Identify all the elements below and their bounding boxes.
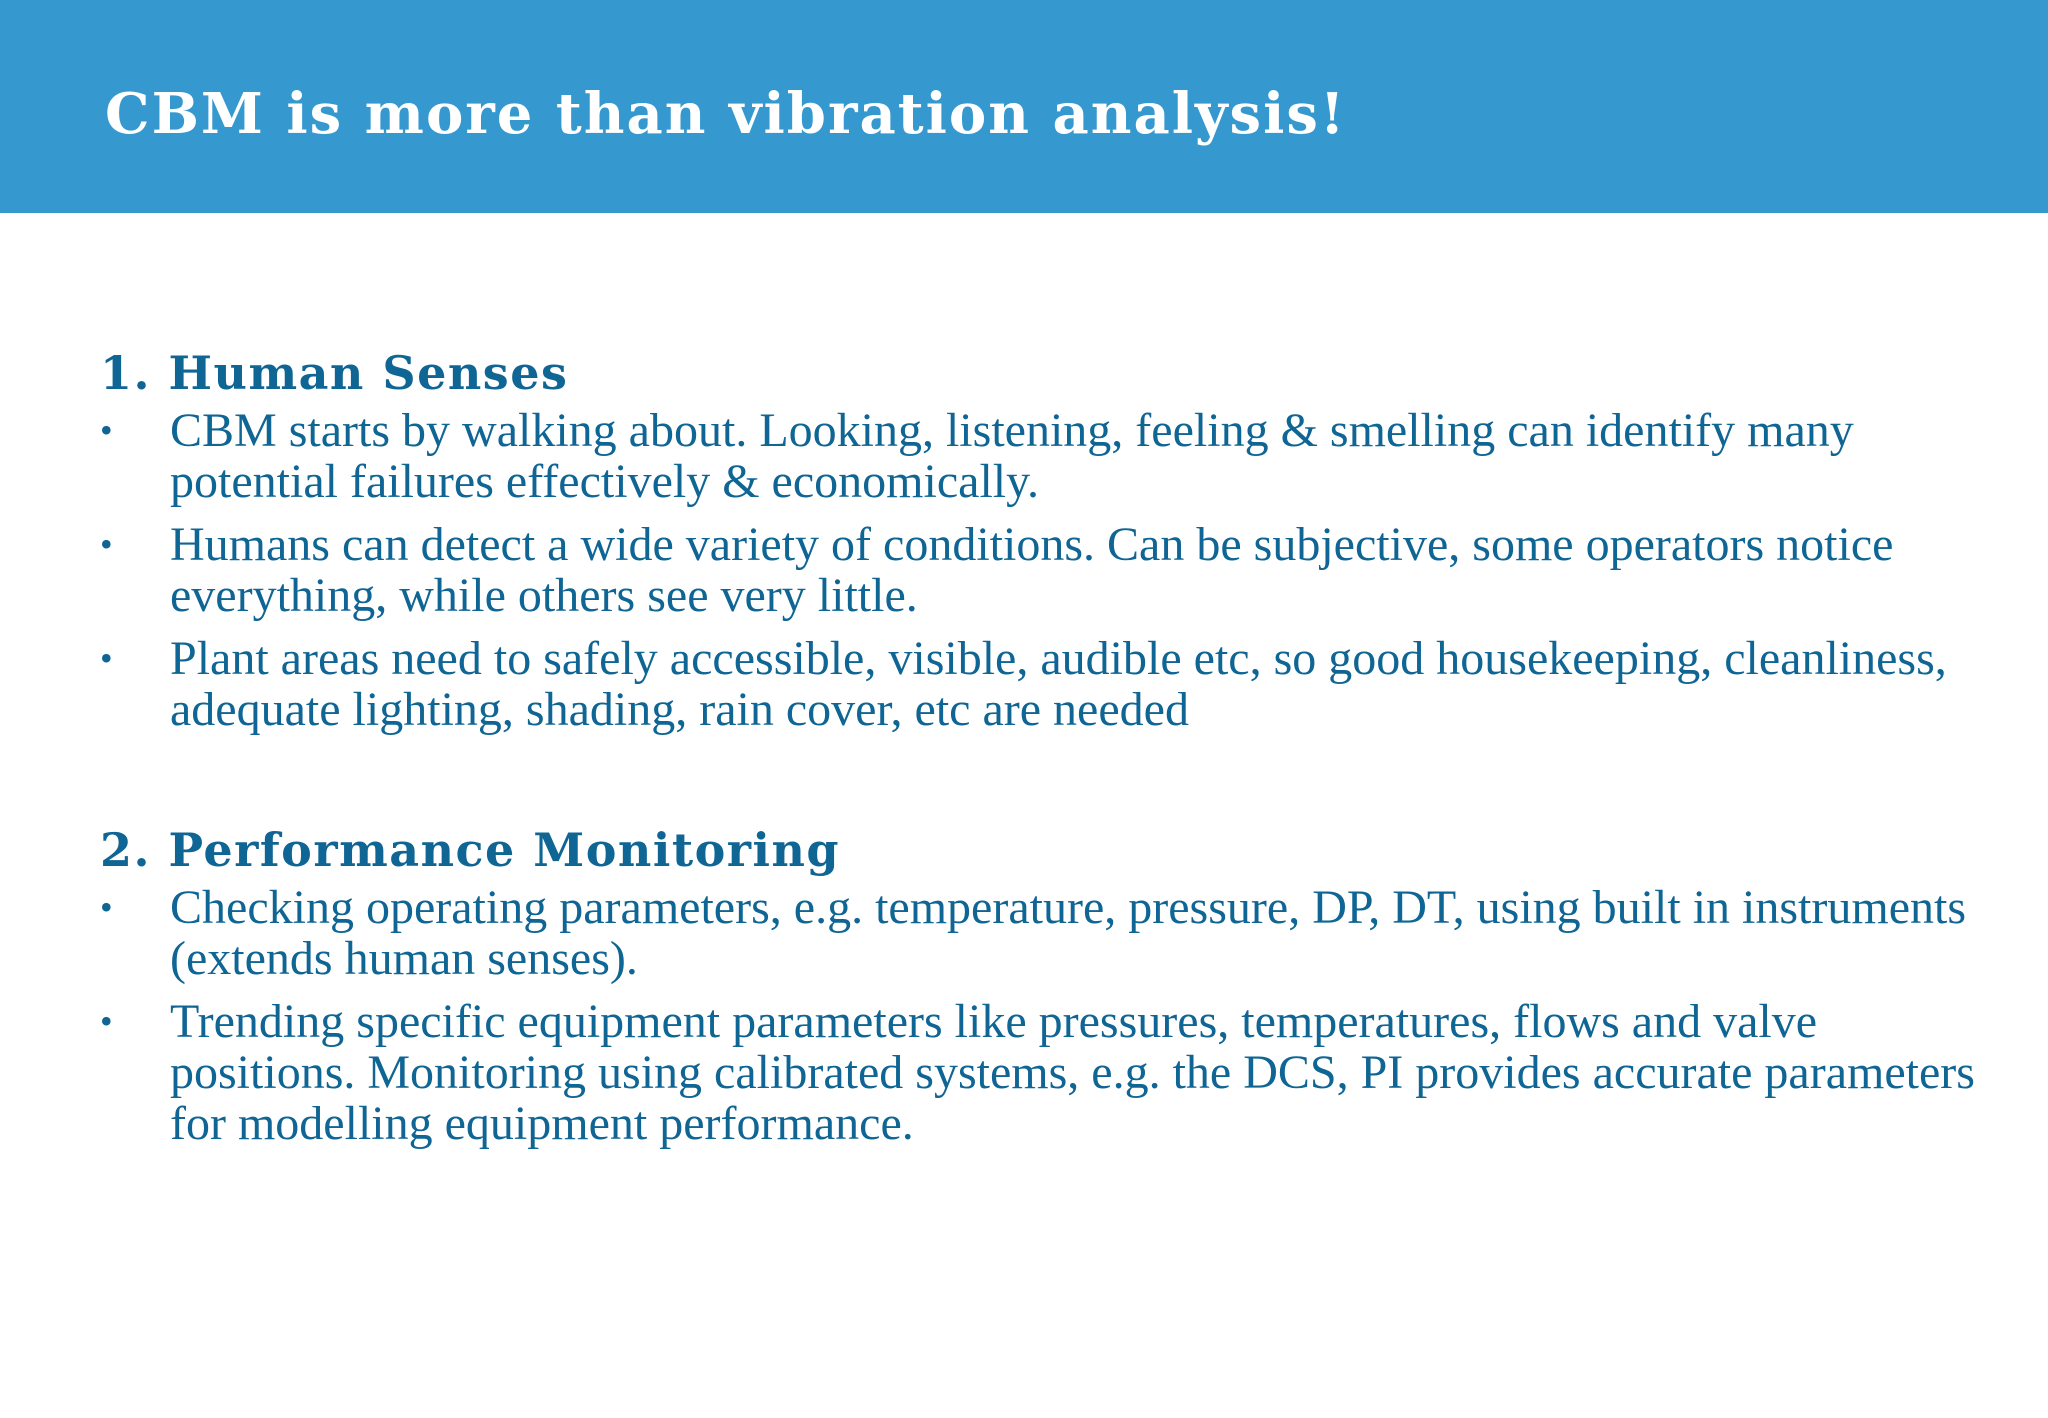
bullet-icon: •	[100, 410, 113, 450]
bullet-text: Trending specific equipment parameters like pressures, temperatures, flows and valve positions. Monitoring using calibrated systems, e.g. the DCS, PI provides accurate parameters for modelling equipment performance.	[170, 995, 1975, 1150]
bullet-item	[100, 882, 1980, 984]
bullet-icon: •	[100, 638, 113, 678]
bullet-item	[100, 633, 1980, 735]
title-banner	[0, 0, 2048, 213]
section-human-senses	[100, 345, 1980, 747]
bullet-item	[100, 996, 1980, 1149]
section-heading: 1. Human Senses	[100, 346, 569, 400]
bullet-list	[100, 882, 1980, 1149]
bullet-icon: •	[100, 887, 113, 927]
bullet-icon: •	[100, 1001, 113, 1041]
slide-title: CBM is more than vibration analysis!	[105, 81, 1347, 147]
bullet-text: Humans can detect a wide variety of conditions. Can be subjective, some operators notice everything, while others see very little.	[170, 518, 1894, 622]
section-performance-monitoring	[100, 822, 1980, 1161]
bullet-text: Plant areas need to safely accessible, visible, audible etc, so good housekeeping, cleanliness, adequate lighting, shading, rain cover, etc are needed	[170, 632, 1947, 736]
section-heading: 2. Performance Monitoring	[100, 823, 841, 877]
bullet-text: CBM starts by walking about. Looking, listening, feeling & smelling can identify many potential failures effectively & economically.	[170, 404, 1854, 508]
bullet-list	[100, 405, 1980, 735]
bullet-icon: •	[100, 524, 113, 564]
bullet-text: Checking operating parameters, e.g. temperature, pressure, DP, DT, using built in instruments (extends human senses).	[170, 881, 1967, 985]
bullet-item	[100, 405, 1980, 507]
bullet-item	[100, 519, 1980, 621]
